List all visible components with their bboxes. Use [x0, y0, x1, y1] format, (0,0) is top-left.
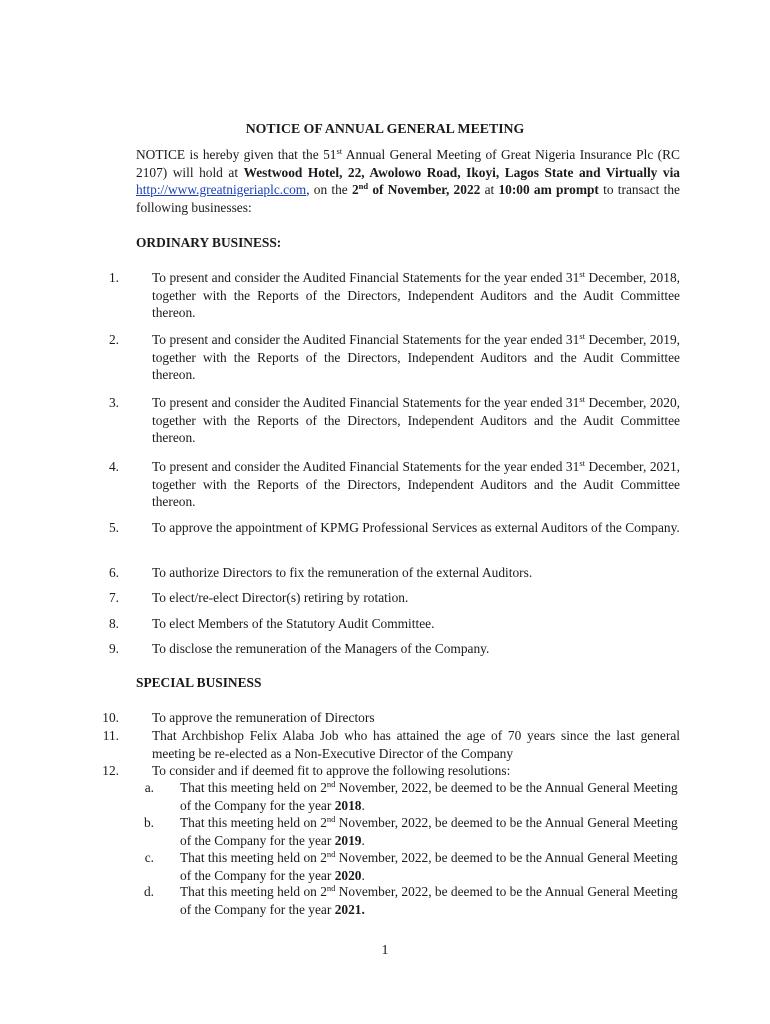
item-number: 12.	[102, 763, 119, 778]
resolution-letter: d.	[143, 884, 154, 899]
item-number: 8.	[108, 616, 119, 631]
resolution-letter: a.	[144, 780, 154, 795]
page-number: 1	[381, 943, 389, 958]
list-item: To authorize Directors to fix the remuneration of the external Auditors.	[152, 565, 533, 580]
list-item: To present and consider the Audited Financial Statements for the year ended 31st December, 2019, together with the Reports of the Directors, Independent Auditors and the Audit Committee thereon.	[152, 331, 680, 382]
item-number: 5.	[108, 520, 119, 535]
venue: Westwood Hotel, 22, Awolowo Road, Ikoyi, Lagos State and Virtually via	[243, 164, 680, 180]
item-number: 7.	[108, 590, 119, 605]
page-title: NOTICE OF ANNUAL GENERAL MEETING	[245, 121, 525, 136]
meeting-time: 10:00 am prompt	[498, 182, 599, 197]
list-item: To approve the appointment of KPMG Professional Services as external Auditors of the Company.	[152, 520, 680, 535]
item-number: 11.	[102, 728, 119, 743]
list-item: To approve the remuneration of Directors	[152, 710, 375, 725]
list-item: To consider and if deemed fit to approve the following resolutions:	[152, 763, 511, 778]
item-number: 10.	[102, 710, 119, 725]
special-business-heading: SPECIAL BUSINESS	[136, 675, 262, 690]
intro-paragraph: NOTICE is hereby given that the 51st Annual General Meeting of Great Nigeria Insurance Plc (RC 2107) will hold at Westwood Hotel, 22, Awolowo Road, Ikoyi, Lagos State and Virtually via http://www.greatnigeriaplc.com, on the 2nd of November, 2022 at 10:00 am prompt to transact the following businesses:	[136, 146, 680, 215]
item-number: 3.	[108, 395, 119, 410]
website-link[interactable]: http://www.greatnigeriaplc.com	[136, 182, 307, 197]
list-item: To disclose the remuneration of the Managers of the Company.	[152, 641, 490, 656]
item-number: 6.	[108, 565, 119, 580]
item-number: 4.	[108, 459, 119, 474]
list-item: To elect/re-elect Director(s) retiring by rotation.	[152, 590, 409, 605]
item-number: 9.	[108, 641, 119, 656]
list-item: To present and consider the Audited Financial Statements for the year ended 31st December, 2018, together with the Reports of the Directors, Independent Auditors and the Audit Committee thereon.	[152, 269, 680, 320]
item-number: 1.	[108, 270, 119, 285]
resolution-item: That this meeting held on 2nd November, 2022, be deemed to be the Annual General Meeting of the Company for the year 2018.	[180, 779, 678, 813]
list-item: To present and consider the Audited Financial Statements for the year ended 31st December, 2021, together with the Reports of the Directors, Independent Auditors and the Audit Committee thereon.	[152, 458, 680, 509]
resolution-item: That this meeting held on 2nd November, 2022, be deemed to be the Annual General Meeting of the Company for the year 2020.	[180, 849, 678, 883]
resolution-letter: c.	[144, 850, 154, 865]
list-item: That Archbishop Felix Alaba Job who has attained the age of 70 years since the last general meeting be re-elected as a Non-Executive Director of the Company	[152, 728, 680, 761]
resolution-item: That this meeting held on 2nd November, 2022, be deemed to be the Annual General Meeting of the Company for the year 2021.	[180, 883, 678, 917]
resolution-letter: b.	[143, 815, 154, 830]
item-number: 2.	[108, 332, 119, 347]
list-item: To elect Members of the Statutory Audit Committee.	[152, 616, 435, 631]
ordinary-business-heading: ORDINARY BUSINESS:	[136, 235, 282, 250]
list-item: To present and consider the Audited Financial Statements for the year ended 31st December, 2020, together with the Reports of the Directors, Independent Auditors and the Audit Committee thereon.	[152, 394, 680, 445]
resolution-item: That this meeting held on 2nd November, 2022, be deemed to be the Annual General Meeting of the Company for the year 2019.	[180, 814, 678, 848]
